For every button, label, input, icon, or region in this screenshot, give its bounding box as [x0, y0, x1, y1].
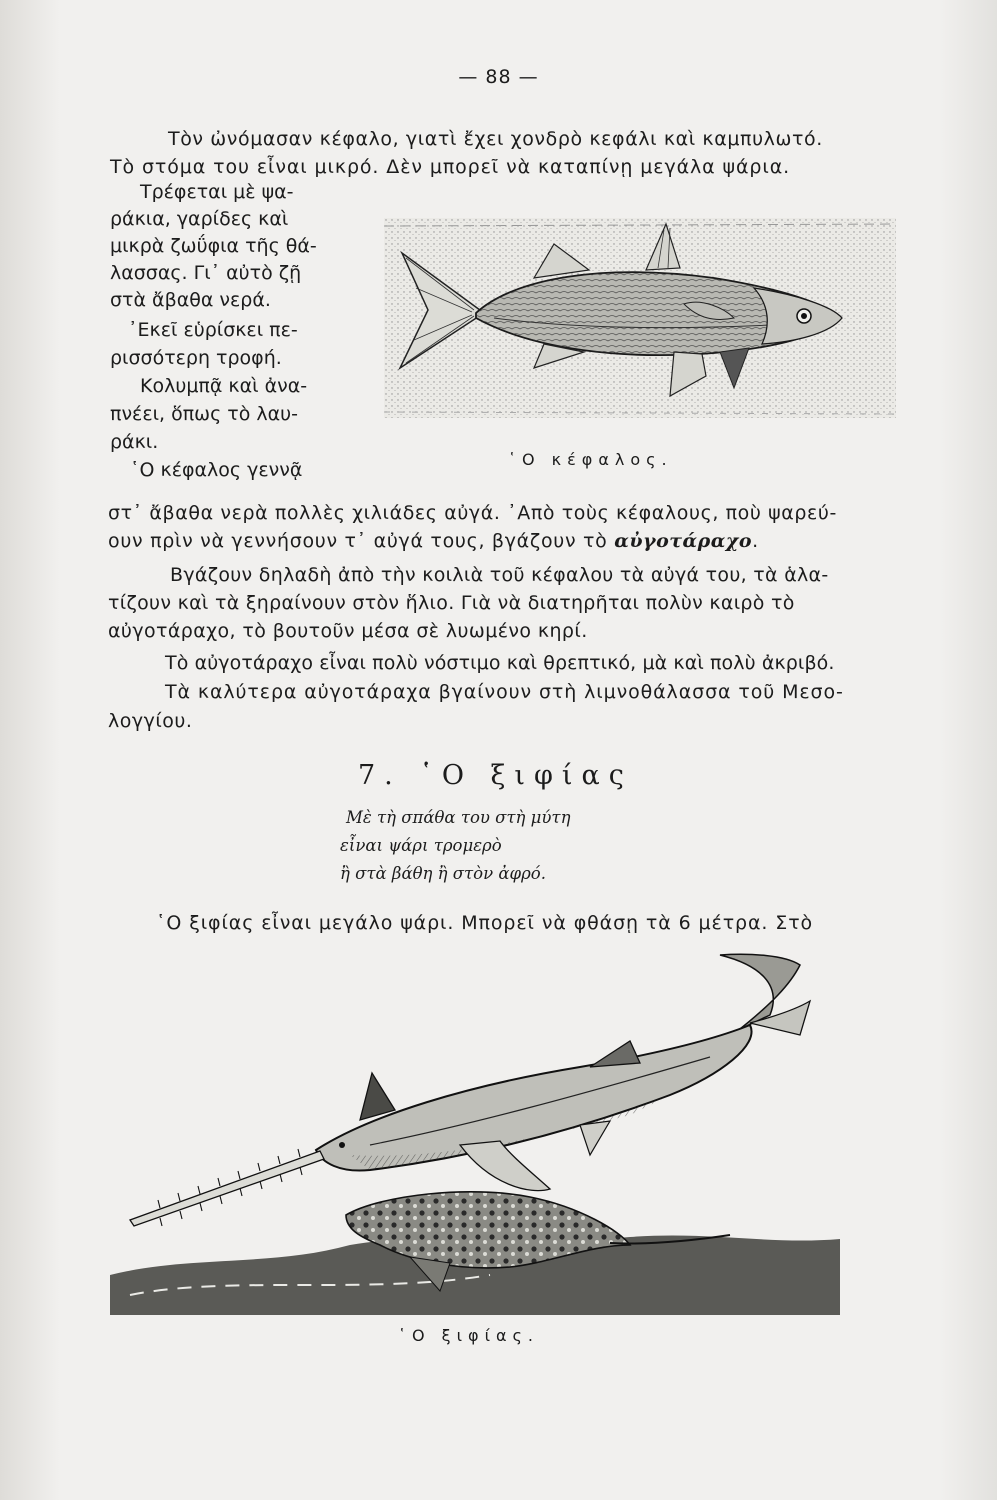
- text-line: Τὸ στόμα του εἶναι μικρό. Δὲν μπορεῖ νὰ καταπίνῃ μεγάλα ψάρια.: [110, 156, 791, 178]
- side-text-line: ῾Ο κέφαλος γεννᾷ: [130, 459, 303, 481]
- text-line: Τὰ καλύτερα αὐγοτάραχα βγαίνουν στὴ λιμνοθάλασσα τοῦ Μεσο-: [165, 681, 844, 703]
- text-line: Τὸν ὠνόμασαν κέφαλο, γιατὶ ἔχει χονδρὸ κεφάλι καὶ καμπυλωτό.: [168, 128, 823, 150]
- emphasized-term: αὐγοτάραχο: [614, 530, 753, 552]
- side-text-line: ράκια, γαρίδες καὶ: [110, 208, 289, 230]
- side-text-line: ράκι.: [110, 431, 159, 453]
- side-text-line: στὰ ἄβαθα νερά.: [110, 289, 271, 311]
- text-line: Τὸ αὐγοτάραχο εἶναι πολὺ νόστιμο καὶ θρεπτικό, μὰ καὶ πολὺ ἀκριβό.: [165, 652, 835, 674]
- text-line: τίζουν καὶ τὰ ξηραίνουν στὸν ἥλιο. Γιὰ νὰ διατηρῆται πολὺν καιρὸ τὸ: [108, 592, 795, 614]
- verse-line: Μὲ τὴ σπάθα του στὴ μύτη: [346, 808, 571, 827]
- text-line: στ᾿ ἄβαθα νερὰ πολλὲς χιλιάδες αὐγά. ᾿Απὸ τοὺς κέφαλους, ποὺ ψαρεύ-: [108, 502, 837, 524]
- swordfish-illustration: [110, 945, 840, 1315]
- side-text-line: λασσας. Γι᾿ αὐτὸ ζῇ: [110, 262, 302, 284]
- text-line: αὐγοτάραχο, τὸ βουτοῦν μέσα σὲ λυωμένο κηρί.: [108, 620, 588, 642]
- side-text-line: πνέει, ὅπως τὸ λαυ-: [110, 403, 298, 425]
- mullet-illustration: [384, 218, 896, 428]
- section-title: 7. ῾Ο ξιφίας: [358, 760, 633, 791]
- side-text-line: μικρὰ ζωΰφια τῆς θά-: [110, 235, 317, 257]
- mullet-caption: ῾Ο κέφαλος.: [508, 450, 673, 469]
- side-text-line: Τρέφεται μὲ ψα-: [140, 181, 294, 203]
- page-number: — 88 —: [458, 66, 539, 88]
- side-text-line: Κολυμπᾷ καὶ ἀνα-: [140, 375, 308, 397]
- verse-line: εἶναι ψάρι τρομερὸ: [340, 836, 502, 855]
- verse-line: ἢ στὰ βάθη ἢ στὸν ἀφρό.: [340, 864, 546, 883]
- text-line: Βγάζουν δηλαδὴ ἀπὸ τὴν κοιλιὰ τοῦ κέφαλου τὰ αὐγά του, τὰ ἁλα-: [170, 564, 829, 586]
- side-text-line: ρισσότερη τροφή.: [110, 347, 282, 369]
- text-line: λογγίου.: [108, 710, 193, 732]
- swordfish-caption: ῾Ο ξιφίας.: [398, 1326, 540, 1345]
- side-text-line: ᾿Εκεῖ εὑρίσκει πε-: [128, 319, 298, 341]
- text-line: ῾Ο ξιφίας εἶναι μεγάλο ψάρι. Μπορεῖ νὰ φθάσῃ τὰ 6 μέτρα. Στὸ: [156, 912, 814, 934]
- text-line: ουν πρὶν νὰ γεννήσουν τ᾿ αὐγά τους, βγάζουν τὸ αὐγοτάραχο.: [108, 530, 759, 552]
